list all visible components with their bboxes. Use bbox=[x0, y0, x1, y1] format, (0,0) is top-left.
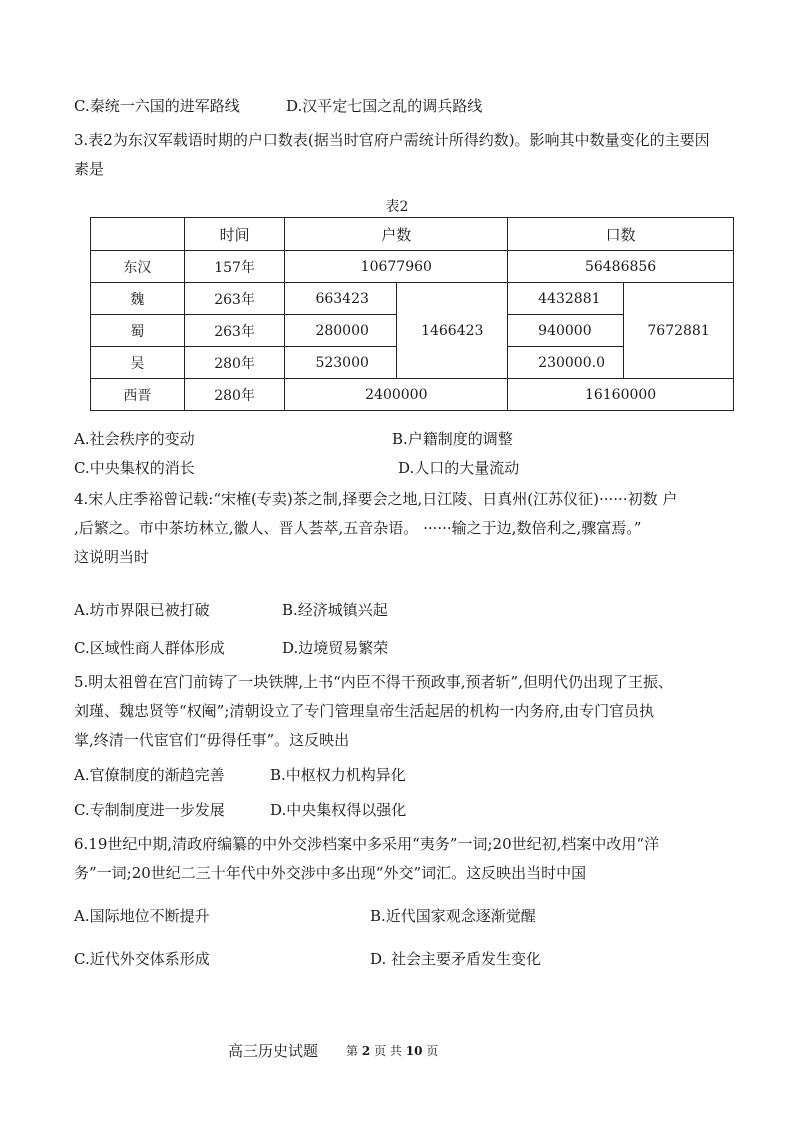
header-population: 口数 bbox=[508, 218, 734, 251]
q4-stem-line2: ,后繁之。市中茶坊林立,徽人、晋人荟萃,五音杂语。 ······输之于边,数倍利之,骤富焉。” bbox=[74, 519, 642, 537]
cell-households: 663423 bbox=[285, 283, 397, 315]
cell-households-total: 1466423 bbox=[397, 283, 508, 379]
q5-option-d: D.中央集权得以强化 bbox=[270, 801, 407, 819]
footer-subject: 高三历史试题 bbox=[228, 1042, 319, 1060]
q5-stem-line1: 5.明太祖曾在宫门前铸了一块铁牌,上书“内臣不得干预政事,预者斩”,但明代仍出现了王振、 bbox=[74, 673, 673, 691]
cell-year: 280年 bbox=[184, 347, 285, 379]
q4-option-b: B.经济城镇兴起 bbox=[282, 601, 388, 619]
q3-option-b: B.户籍制度的调整 bbox=[392, 430, 513, 448]
cell-population: 4432881 bbox=[508, 283, 624, 315]
q3-stem-line2: 素是 bbox=[74, 160, 105, 178]
cell-households: 10677960 bbox=[285, 251, 508, 283]
q5-option-c: C.专制制度进一步发展 bbox=[74, 801, 225, 819]
q6-stem-line1: 6.19世纪中期,清政府编纂的中外交涉档案中多采用“夷务”一词;20世纪初,档案中改用“洋 bbox=[74, 835, 660, 853]
footer-page-info bbox=[346, 1042, 438, 1059]
q4-stem-line3: 这说明当时 bbox=[74, 548, 150, 566]
footer-page-total: 10 bbox=[405, 1044, 423, 1058]
q2-option-c: C.秦统一六国的进军路线 bbox=[74, 97, 240, 115]
q3-stem-line1: 3.表2为东汉军载语时期的户口数表(据当时官府户需统计所得约数)。影响其中数量变化的主要因 bbox=[74, 131, 710, 149]
cell-dynasty: 蜀 bbox=[91, 315, 185, 347]
table-caption: 表2 bbox=[385, 199, 409, 215]
q4-option-a: A.坊市界限已被打破 bbox=[74, 601, 210, 619]
q5-option-b: B.中枢权力机构异化 bbox=[270, 766, 406, 784]
q3-option-a: A.社会秩序的变动 bbox=[74, 430, 195, 448]
cell-households: 523000 bbox=[285, 347, 397, 379]
cell-dynasty: 西晋 bbox=[91, 379, 185, 411]
table-row bbox=[91, 283, 734, 315]
footer-ye2: 页 bbox=[426, 1044, 439, 1058]
cell-year: 263年 bbox=[184, 315, 285, 347]
header-households: 户数 bbox=[285, 218, 508, 251]
q6-option-c: C.近代外交体系形成 bbox=[74, 950, 210, 968]
q3-option-c: C.中央集权的消长 bbox=[74, 459, 195, 477]
header-time: 时间 bbox=[184, 218, 285, 251]
cell-year: 263年 bbox=[184, 283, 285, 315]
q4-option-c: C.区域性商人群体形成 bbox=[74, 639, 225, 657]
footer-di: 第 bbox=[346, 1044, 359, 1058]
q5-option-a: A.官僚制度的渐趋完善 bbox=[74, 766, 225, 784]
q4-option-d: D.边境贸易繁荣 bbox=[282, 639, 389, 657]
q6-option-a: A.国际地位不断提升 bbox=[74, 907, 210, 925]
cell-population: 16160000 bbox=[508, 379, 734, 411]
household-population-table bbox=[90, 217, 734, 411]
q2-option-d: D.汉平定七国之乱的调兵路线 bbox=[286, 97, 483, 115]
footer-ye: 页 bbox=[374, 1044, 387, 1058]
q4-stem-line1: 4.宋人庄季裕曾记载:“宋榷(专卖)茶之制,择要会之地,日江陵、日真州(江苏仪征)······初数 户 bbox=[74, 490, 678, 508]
cell-dynasty: 魏 bbox=[91, 283, 185, 315]
q6-stem-line2: 务”一词;20世纪二三十年代中外交涉中多出现“外交”词汇。这反映出当时中国 bbox=[74, 864, 587, 882]
cell-population-total: 7672881 bbox=[624, 283, 734, 379]
q6-option-d: D. 社会主要矛盾发生变化 bbox=[370, 950, 542, 968]
cell-year: 157年 bbox=[184, 251, 285, 283]
cell-population: 230000.0 bbox=[508, 347, 624, 379]
q5-stem-line3: 掌,终清一代宦官们“毋得任事”。这反映出 bbox=[74, 731, 350, 749]
cell-dynasty: 东汉 bbox=[91, 251, 185, 283]
q3-option-d: D.人口的大量流动 bbox=[398, 459, 520, 477]
cell-households: 280000 bbox=[285, 315, 397, 347]
footer-page-current: 2 bbox=[361, 1044, 371, 1058]
cell-dynasty: 吴 bbox=[91, 347, 185, 379]
cell-population: 56486856 bbox=[508, 251, 734, 283]
cell-households: 2400000 bbox=[285, 379, 508, 411]
table-row bbox=[91, 379, 734, 411]
table-row bbox=[91, 251, 734, 283]
q6-option-b: B.近代国家观念逐渐觉醒 bbox=[370, 907, 536, 925]
q5-stem-line2: 刘瑾、魏忠贤等“权阉”;清朝设立了专门管理皇帝生活起居的机构一内务府,由专门官员执 bbox=[74, 702, 655, 720]
footer-gong: 共 bbox=[389, 1044, 402, 1058]
header-empty bbox=[91, 218, 185, 251]
table-header-row bbox=[91, 218, 734, 251]
cell-population: 940000 bbox=[508, 315, 624, 347]
cell-year: 280年 bbox=[184, 379, 285, 411]
